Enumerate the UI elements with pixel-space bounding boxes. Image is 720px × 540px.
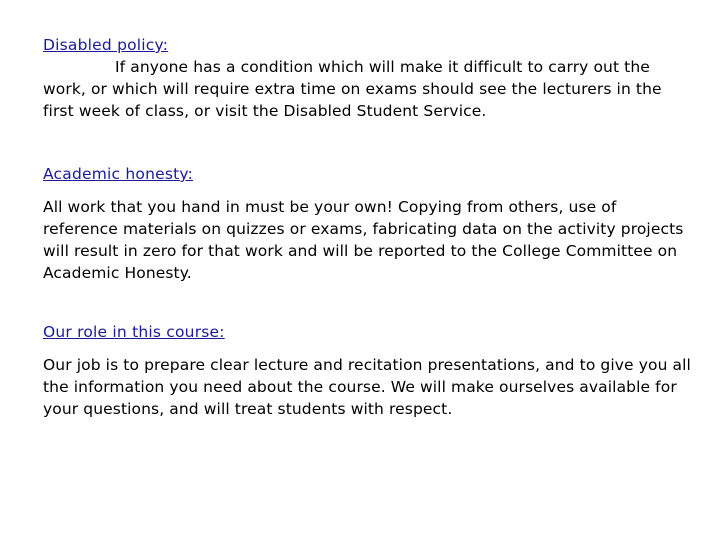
disabled-policy-body: If anyone has a condition which will make it difficult to carry out the work, or which will require extra time on exams should see the lecturers in the first week of class, or visit the Disabled Student Service. — [43, 58, 662, 120]
our-role-section — [43, 321, 693, 420]
disabled-policy-text — [43, 56, 693, 122]
academic-honesty-section — [43, 163, 693, 284]
our-role-body: Our job is to prepare clear lecture and recitation presentations, and to give you all the information you need about the course. We will make ourselves available for your questions, and will treat students with respect. — [43, 356, 691, 418]
academic-honesty-heading: Academic honesty: — [43, 165, 194, 183]
disabled-policy-section — [43, 34, 693, 122]
disabled-policy-heading: Disabled policy: — [43, 36, 169, 54]
academic-honesty-body: All work that you hand in must be your own! Copying from others, use of reference materials on quizzes or exams, fabricating data on the activity projects will result in zero for that work and will be reported to the College Committee on Academic Honesty. — [43, 198, 684, 282]
our-role-heading: Our role in this course: — [43, 323, 225, 341]
